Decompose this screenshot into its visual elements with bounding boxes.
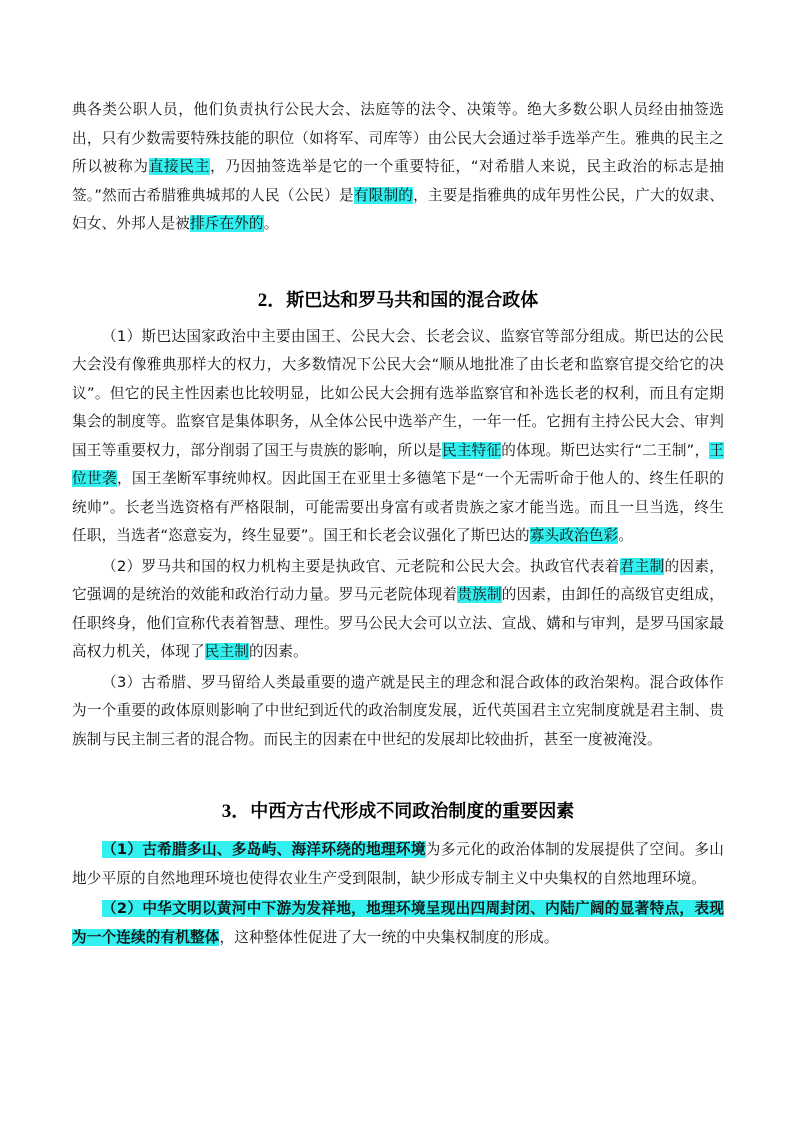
section-2-heading <box>72 285 724 317</box>
section-3-title: 中西方古代形成不同政治制度的重要因素 <box>250 801 575 822</box>
section-3-number: 3． <box>221 801 251 822</box>
intro-text-1: 典各类公职人员，他们负责执行公民大会、法庭等的法令、决策等。绝大多数公职人员经由抽签选出，只有少数需要特殊技能的职位（如将军、司库等）由公民大会通过举手选举产生。雅典的民主之所以被称为 <box>72 101 724 175</box>
section-3-heading <box>72 796 724 828</box>
intro-text-4: 。 <box>263 215 279 232</box>
highlight-aristocracy: 贵族制 <box>457 586 502 603</box>
section-2-paragraph-1 <box>72 323 724 551</box>
highlight-excluded: 排斥在外的 <box>189 215 264 232</box>
s2p2-text-2: 的因素，它强调的是统治的效能和政治行动力量。罗马元老院体现着 <box>72 557 725 603</box>
section-2-number: 2． <box>257 289 287 311</box>
highlight-hereditary-throne: 王位世袭 <box>72 441 724 487</box>
highlight-oligarchy: 寡头政治色彩 <box>529 527 619 544</box>
s3p1-text-1: 为多元化的政治体制的发展提供了空间。多山地少平原的自然地理环境也使得农业生产受到限制，缺少形成专制主义中央集权的自然地理环境。 <box>72 841 724 887</box>
highlight-restricted: 有限制的 <box>353 186 414 204</box>
highlight-democracy: 民主制 <box>204 643 249 660</box>
s2p1-text-1: （1）斯巴达国家政治中主要由国王、公民大会、长老会议、监察官等部分组成。斯巴达的公民大会没有像雅典那样大的权力，大多数情况下公民大会“顺从地批准了由长老和监察官提交给它的决议”。但它的民主性因素也比较明显，比如公民大会拥有选举监察官和补选长老的权利，而且有定期集会的制度等。监察官是集体职务，从全体公民中选举产生，一年一任。它拥有主持公民大会、审判国王等重要权力，部分削弱了国王与贵族的影响，所以是 <box>72 327 724 459</box>
highlight-chinese-geography: （2）中华文明以黄河中下游为发祥地，地理环境呈现出四周封闭、内陆广阔的显著特点，表现为一个连续的有机整体 <box>72 900 724 946</box>
document-page <box>72 96 724 952</box>
section-2-title: 斯巴达和罗马共和国的混合政体 <box>286 289 539 311</box>
highlight-direct-democracy: 直接民主 <box>148 158 211 175</box>
s2p1-text-3: ，国王垄断军事统帅权。因此国王在亚里士多德笔下是“一个无需听命于他人的、终生任职的统帅”。长老当选资格有严格限制，可能需要出身富有或者贵族之家才能当选。而且一旦当选，终生任职，当选者“恣意妄为，终生显要”。国王和长老会议强化了斯巴达的 <box>72 470 724 544</box>
section-3-paragraph-1 <box>72 836 724 893</box>
section-3-paragraph-2 <box>72 895 724 952</box>
s2p2-text-3: 的因素，由卸任的高级官吏组成，任职终身，他们宣称代表着智慧、理性。罗马公民大会可以立法、宣战、媾和与审判，是罗马国家最高权力机关，体现了 <box>72 586 724 660</box>
intro-text-3: ，主要是指雅典的成年男性公民，广大的奴隶、妇女、外邦人是被 <box>72 186 724 232</box>
s2p1-text-4: 。 <box>618 527 633 544</box>
intro-text-2: ，乃因抽签选举是它的一个重要特征，“对希腊人来说，民主政治的标志是抽签。”然而古希腊雅典城邦的人民（公民）是 <box>72 158 724 204</box>
highlight-greek-geography: （1）古希腊多山、多岛屿、海洋环绕的地理环境 <box>102 841 426 858</box>
highlight-monarchy: 君主制 <box>619 557 665 575</box>
s2p2-text-1: （2）罗马共和国的权力机构主要是执政官、元老院和公民大会。执政官代表着 <box>102 557 620 575</box>
section-2-paragraph-3: （3）古希腊、罗马留给人类最重要的遗产就是民主的理念和混合政体的政治架构。混合政体作为一个重要的政体原则影响了中世纪到近代的政治制度发展，近代英国君主立宪制度就是君主制、贵族制与民主制三者的混合物。而民主的因素在中世纪的发展却比较曲折，甚至一度被淹没。 <box>72 673 724 748</box>
s2p2-text-4: 的因素。 <box>248 643 308 660</box>
s2p1-text-2: 的体现。斯巴达实行“二王制”， <box>501 441 710 459</box>
section-2-paragraph-2 <box>72 553 724 667</box>
highlight-democratic-feature: 民主特征 <box>442 441 502 459</box>
intro-paragraph <box>72 96 724 239</box>
s3p2-text-1: ，这种整体性促进了大一统的中央集权制度的形成。 <box>219 928 559 946</box>
